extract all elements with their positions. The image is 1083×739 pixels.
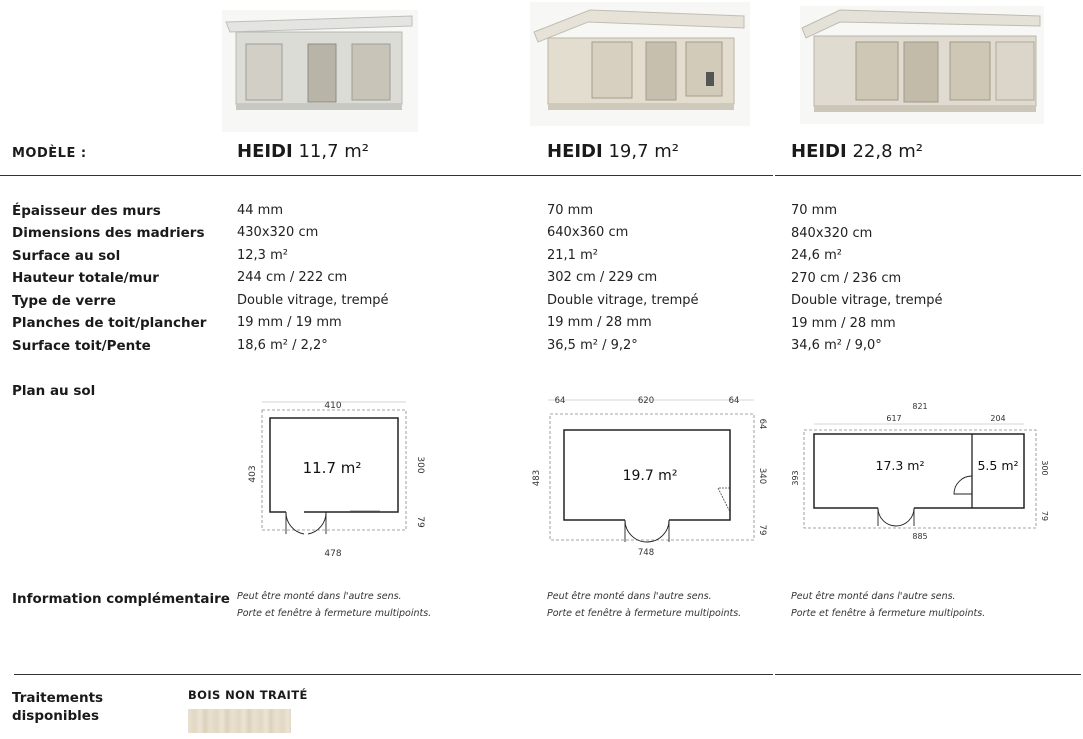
floor-plan-label: Plan au sol: [12, 383, 96, 399]
spec-value: 640x360 cm: [547, 225, 629, 240]
spec-value: Double vitrage, trempé: [237, 293, 389, 308]
spec-label-wall-thickness: Épaisseur des murs: [12, 203, 161, 219]
cabin-image-heidi-19: [530, 2, 750, 126]
treatments-label-line: Traitements: [12, 690, 104, 706]
note-line: Peut être monté dans l'autre sens.: [547, 591, 712, 602]
spec-value: 24,6 m²: [791, 248, 842, 263]
footer-divider: [14, 674, 773, 675]
plan-dim: 204: [990, 414, 1006, 423]
treatment-option-title: BOIS NON TRAITÉ: [188, 688, 308, 702]
note-line: Peut être monté dans l'autre sens.: [791, 591, 956, 602]
header-divider: [0, 175, 773, 176]
plan-dim: 300: [415, 456, 425, 474]
spec-value: 19 mm / 28 mm: [547, 315, 652, 330]
extra-info-label: Information complémentaire: [12, 591, 230, 607]
model-title-heidi-22: [791, 141, 923, 162]
note-line: Porte et fenêtre à fermeture multipoints.: [547, 608, 742, 619]
spec-value: 244 cm / 222 cm: [237, 270, 348, 285]
treatments-label: [12, 689, 103, 725]
cabin-image-heidi-22: [800, 6, 1044, 124]
spec-value: 70 mm: [547, 203, 594, 218]
footer-divider-right: [775, 674, 1081, 675]
model-title-heidi-11: [237, 141, 369, 162]
spec-value: Double vitrage, trempé: [547, 293, 699, 308]
cabin-image-heidi-11: [222, 10, 418, 132]
plan-room-label: 5.5 m²: [977, 458, 1019, 473]
plan-dim: 885: [912, 532, 928, 541]
spec-value: 36,5 m² / 9,2°: [547, 338, 638, 353]
spec-value: 12,3 m²: [237, 248, 288, 263]
model-title-heidi-19: [547, 141, 679, 162]
spec-value: 270 cm / 236 cm: [791, 271, 902, 286]
model-size: 11,7 m²: [298, 141, 369, 162]
spec-label-floor-area: Surface au sol: [12, 248, 121, 264]
plan-dim: 64: [554, 396, 566, 406]
spec-value: 430x320 cm: [237, 225, 319, 240]
spec-value: 19 mm / 19 mm: [237, 315, 342, 330]
plan-room-label: 19.7 m²: [622, 468, 678, 484]
note-line: Porte et fenêtre à fermeture multipoints.: [791, 608, 986, 619]
plan-room-label: 11.7 m²: [302, 459, 362, 477]
model-size: 22,8 m²: [852, 141, 923, 162]
spec-value: 70 mm: [791, 203, 838, 218]
spec-label-roof: Surface toit/Pente: [12, 338, 151, 354]
spec-label-height: Hauteur totale/mur: [12, 270, 159, 286]
plan-dim: 478: [324, 549, 342, 559]
spec-label-glass-type: Type de verre: [12, 293, 116, 309]
plan-dim: 617: [886, 414, 902, 423]
plan-dim: 64: [728, 396, 740, 406]
floor-plan-heidi-19: [530, 392, 768, 558]
spec-label-boards: Planches de toit/plancher: [12, 315, 207, 331]
floor-plan-heidi-11: [242, 394, 425, 559]
plan-dim: 410: [324, 401, 342, 411]
wood-swatch-icon: [188, 709, 291, 733]
plan-dim: 64: [757, 418, 767, 430]
spec-value: 18,6 m² / 2,2°: [237, 338, 328, 353]
spec-value: 302 cm / 229 cm: [547, 270, 658, 285]
spec-value: 44 mm: [237, 203, 284, 218]
model-brand: HEIDI: [791, 141, 847, 162]
plan-dim: 748: [637, 548, 655, 558]
plan-room-label: 17.3 m²: [875, 458, 925, 473]
plan-dim: 620: [637, 396, 655, 406]
plan-dim: 79: [1040, 510, 1049, 522]
spec-value: Double vitrage, trempé: [791, 293, 943, 308]
extra-info-heidi-11: [237, 588, 431, 622]
treatments-label-line: disponibles: [12, 708, 99, 724]
note-line: Porte et fenêtre à fermeture multipoints.: [237, 608, 432, 619]
spec-label-log-dimensions: Dimensions des madriers: [12, 225, 205, 241]
floor-plan-heidi-22: [788, 398, 1054, 546]
header-divider-right: [775, 175, 1081, 176]
model-brand: HEIDI: [547, 141, 603, 162]
plan-dim: 300: [1040, 460, 1049, 476]
note-line: Peut être monté dans l'autre sens.: [237, 591, 402, 602]
model-size: 19,7 m²: [608, 141, 679, 162]
plan-dim: 393: [791, 470, 800, 486]
spec-value: 840x320 cm: [791, 226, 873, 241]
plan-dim: 79: [757, 524, 767, 536]
extra-info-heidi-22: [791, 588, 985, 622]
plan-dim: 821: [912, 402, 928, 411]
model-label: MODÈLE :: [12, 146, 87, 161]
model-brand: HEIDI: [237, 141, 293, 162]
plan-dim: 403: [248, 465, 258, 483]
spec-value: 19 mm / 28 mm: [791, 316, 896, 331]
plan-dim: 79: [415, 516, 425, 528]
plan-dim: 340: [757, 467, 767, 485]
spec-value: 21,1 m²: [547, 248, 598, 263]
spec-value: 34,6 m² / 9,0°: [791, 338, 882, 353]
plan-dim: 483: [532, 469, 542, 487]
extra-info-heidi-19: [547, 588, 741, 622]
